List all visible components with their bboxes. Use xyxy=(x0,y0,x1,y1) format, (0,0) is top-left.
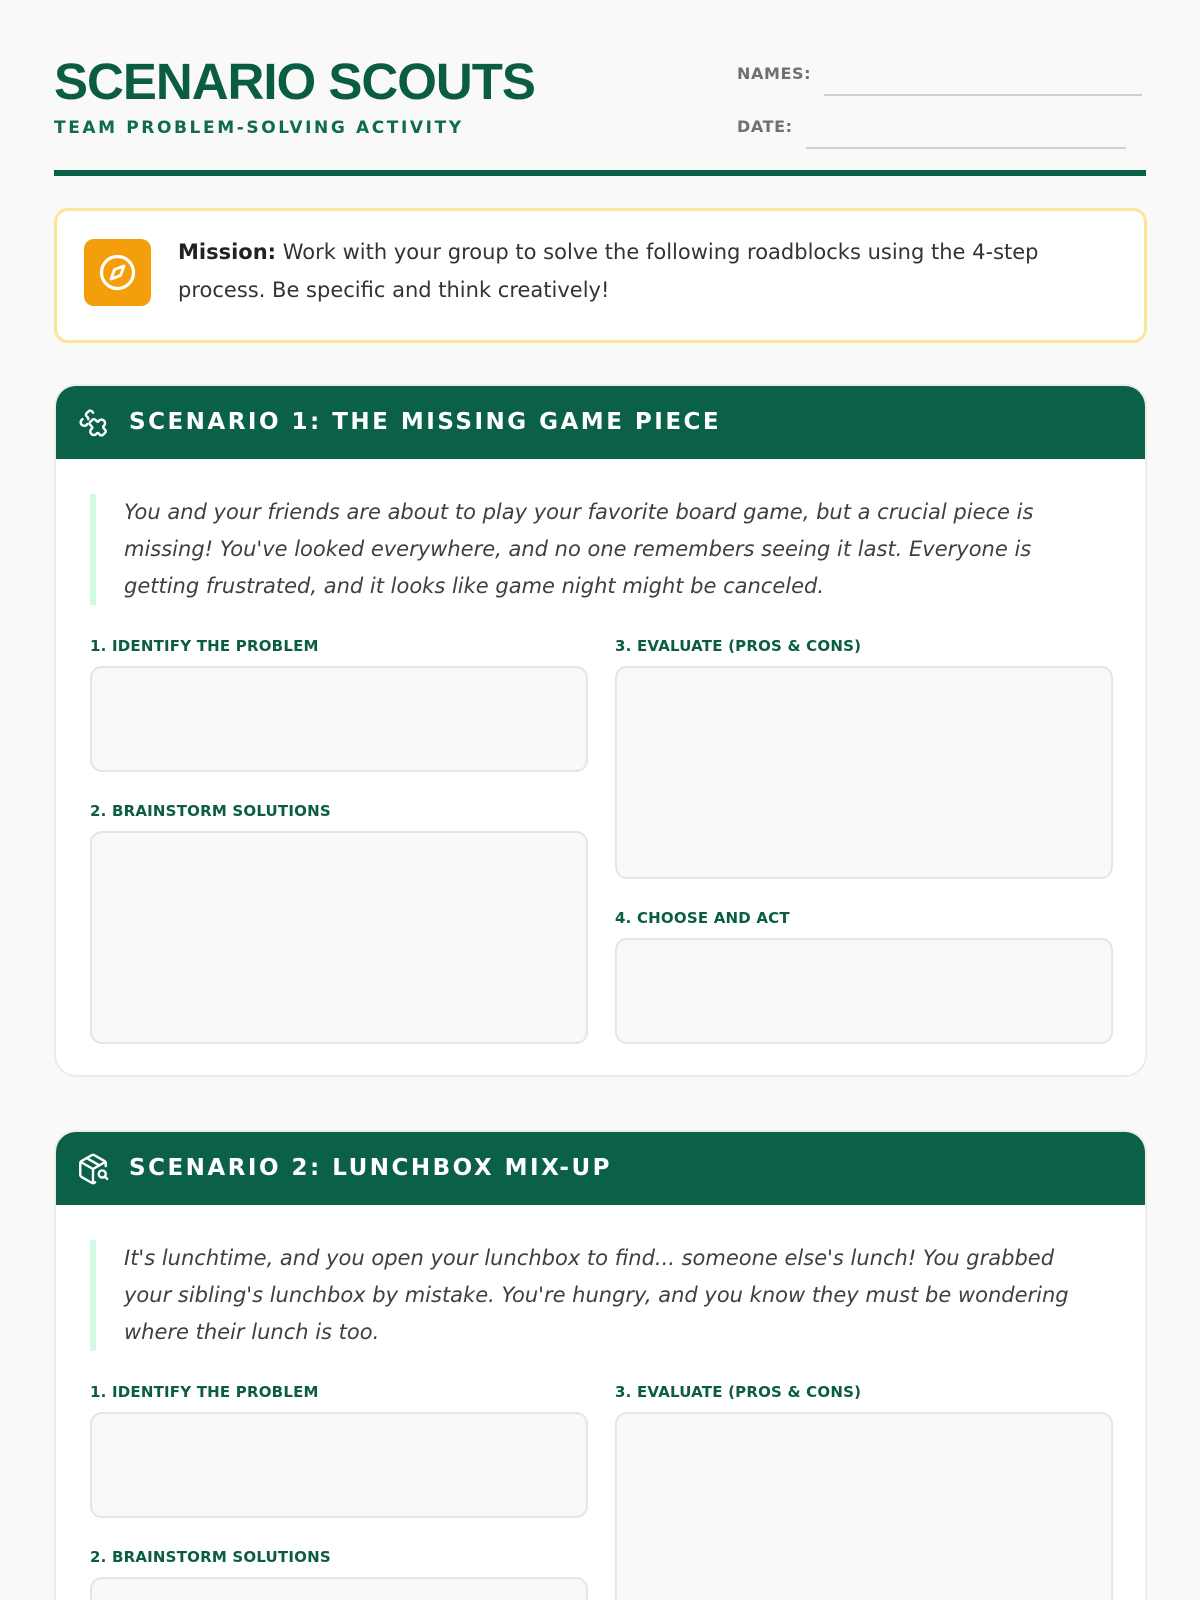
step-identify-label: 1. IDENTIFY THE PROBLEM xyxy=(90,1383,319,1401)
step-identify-label: 1. IDENTIFY THE PROBLEM xyxy=(90,637,319,655)
scenario-header xyxy=(56,386,1145,459)
identify-answer-box[interactable] xyxy=(90,1412,588,1518)
scenario-header xyxy=(56,1132,1145,1205)
page-subtitle: TEAM PROBLEM-SOLVING ACTIVITY xyxy=(54,118,464,138)
mission-label: Mission: xyxy=(178,240,277,264)
brainstorm-answer-box[interactable] xyxy=(90,1577,588,1600)
step-evaluate-label: 3. EVALUATE (PROS & CONS) xyxy=(615,637,862,655)
step-brainstorm-label: 2. BRAINSTORM SOLUTIONS xyxy=(90,1548,331,1566)
identify-answer-box[interactable] xyxy=(90,666,588,772)
scenario-title: SCENARIO 1: THE MISSING GAME PIECE xyxy=(129,409,722,435)
scenario-title: SCENARIO 2: LUNCHBOX MIX-UP xyxy=(129,1155,613,1181)
evaluate-answer-box[interactable] xyxy=(615,1412,1113,1600)
mission-callout xyxy=(54,208,1147,343)
date-field xyxy=(737,117,1126,137)
scenario-story: You and your friends are about to play your favorite board game, but a crucial piece is missing! You've looked everywhere, and no one remembers seeing it last. Everyone is getting frustrated, and it looks like game night might be canceled. xyxy=(90,494,1100,605)
evaluate-answer-box[interactable] xyxy=(615,666,1113,879)
brainstorm-answer-box[interactable] xyxy=(90,831,588,1044)
names-label: NAMES: xyxy=(737,64,812,83)
compass-icon xyxy=(84,239,151,306)
scenario-card-2 xyxy=(54,1130,1147,1600)
names-field xyxy=(737,64,1142,84)
date-input-line[interactable] xyxy=(806,147,1126,149)
package-search-icon xyxy=(76,1152,110,1186)
step-brainstorm-label: 2. BRAINSTORM SOLUTIONS xyxy=(90,802,331,820)
mission-text xyxy=(178,233,1078,309)
mission-body: Work with your group to solve the following roadblocks using the 4-step process. Be specific and think creatively! xyxy=(178,240,1039,302)
date-label: DATE: xyxy=(737,117,793,136)
scenario-story: It's lunchtime, and you open your lunchbox to find... someone else's lunch! You grabbed your sibling's lunchbox by mistake. You're hungry, and you know they must be wondering where their lunch is too. xyxy=(90,1240,1100,1351)
step-choose-label: 4. CHOOSE AND ACT xyxy=(615,909,790,927)
step-evaluate-label: 3. EVALUATE (PROS & CONS) xyxy=(615,1383,862,1401)
worksheet-header xyxy=(54,0,1146,176)
scenario-card-1 xyxy=(54,384,1147,1077)
choose-answer-box[interactable] xyxy=(615,938,1113,1044)
page-title: SCENARIO SCOUTS xyxy=(54,53,535,110)
names-input-line[interactable] xyxy=(824,94,1142,96)
puzzle-icon xyxy=(76,406,110,440)
